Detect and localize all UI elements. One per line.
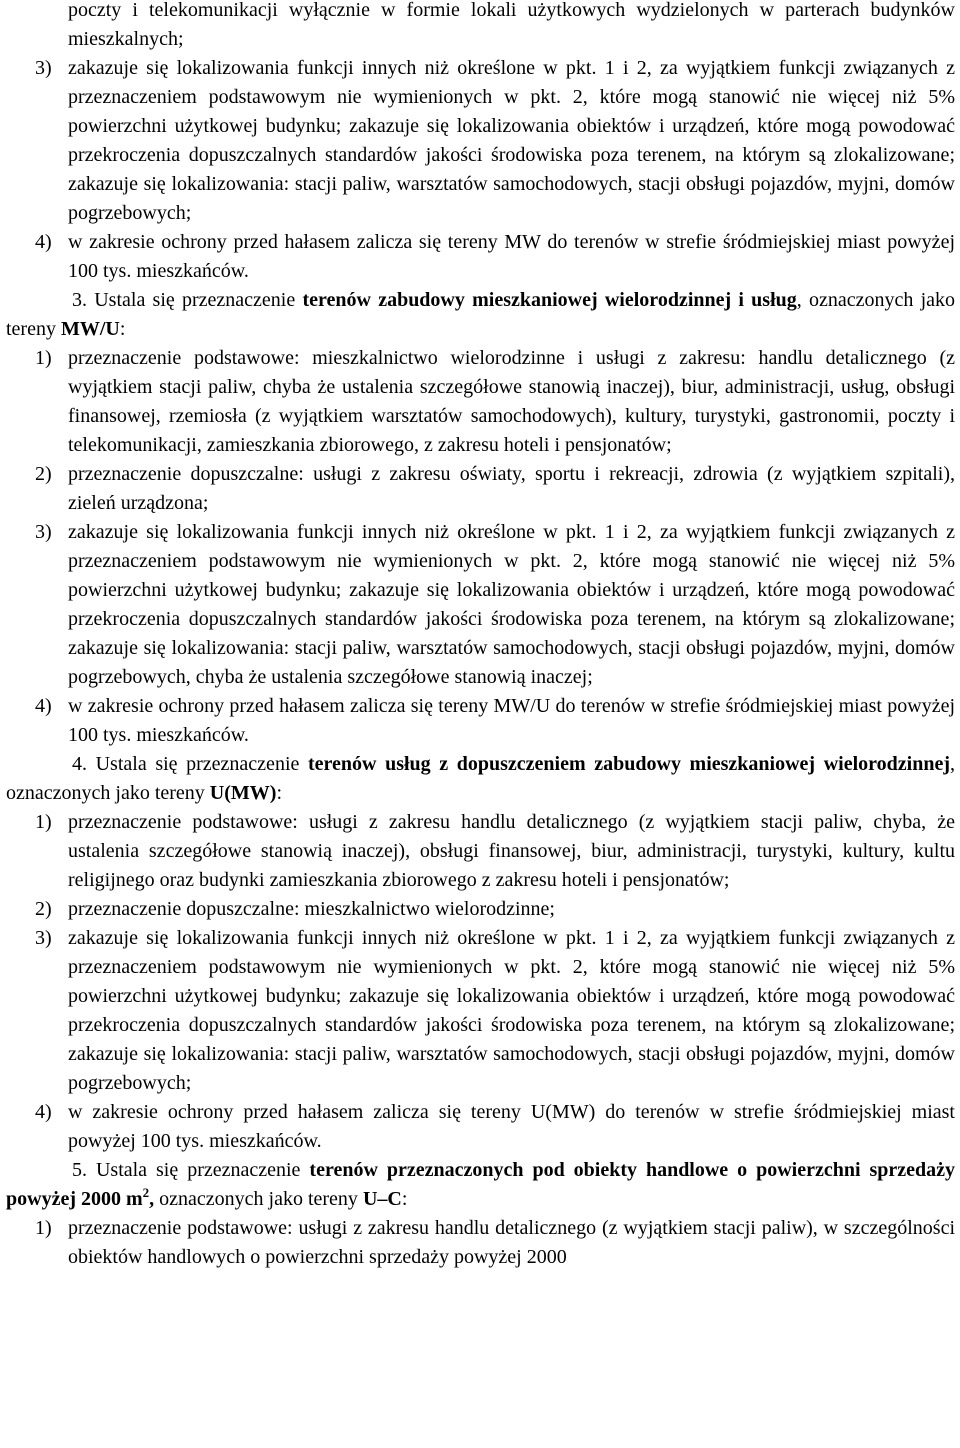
section-3-heading <box>6 286 955 344</box>
section-code: MW/U <box>60 318 120 340</box>
section-code: U–C <box>362 1188 402 1210</box>
item-text: zakazuje się lokalizowania funkcji innych niż określone w pkt. 1 i 2, za wyjątkiem funkcji związanych z przeznaczeniem podstawowym nie wymienionych w pkt. 2, które mogą stanowić nie więcej niż 5% powierzchni użytkowej budynku; zakazuje się lokalizowania obiektów i urządzeń, które mogą powodować przekroczenia dopuszczalnych standardów jakości środowiska poza terenem, na którym są zlokalizowane; zakazuje się lokalizowania: stacji paliw, warsztatów samochodowych, stacji obsługi pojazdów, myjni, domów pogrzebowych, chyba że ustalenia szczegółowe stanowią inaczej; <box>68 521 955 688</box>
item-number: 3) <box>35 927 52 949</box>
item-text: w zakresie ochrony przed hałasem zalicza się tereny U(MW) do terenów w strefie śródmiejskiej miast powyżej 100 tys. mieszkańców. <box>68 1101 955 1152</box>
list-item <box>6 1098 955 1156</box>
section-number: 5. <box>72 1159 87 1181</box>
list-item <box>6 228 955 286</box>
item-number: 1) <box>35 1217 52 1239</box>
section-subject: terenów przeznaczonych pod obiekty handlowe o powierzchni sprzedaży powyżej 2000 m <box>6 1159 956 1210</box>
item-text: w zakresie ochrony przed hałasem zalicza się tereny MW do terenów w strefie śródmiejskiej miast powyżej 100 tys. mieszkańców. <box>68 231 955 282</box>
list-item <box>6 692 955 750</box>
section-code: U(MW) <box>209 782 277 804</box>
section-subject: terenów zabudowy mieszkaniowej wielorodzinnej i usług <box>302 289 797 311</box>
section-5-heading <box>6 1156 955 1214</box>
item-text: przeznaczenie podstawowe: usługi z zakresu handlu detalicznego (z wyjątkiem stacji paliw, chyba, że ustalenia szczegółowe stanowią inaczej), obsługi finansowej, biur, administracji, turystyki, kultury, kultu religijnego oraz budynki zamieszkania zbiorowego z zakresu hoteli i pensjonatów; <box>68 811 955 891</box>
section-subject-end: , <box>149 1188 155 1210</box>
item-number: 3) <box>35 57 52 79</box>
superscript: 2 <box>142 1185 150 1200</box>
list-item <box>6 895 955 924</box>
item-number: 4) <box>35 695 52 717</box>
item-text: zakazuje się lokalizowania funkcji innych niż określone w pkt. 1 i 2, za wyjątkiem funkcji związanych z przeznaczeniem podstawowym nie wymienionych w pkt. 2, które mogą stanowić nie więcej niż 5% powierzchni użytkowej budynku; zakazuje się lokalizowania obiektów i urządzeń, które mogą powodować przekroczenia dopuszczalnych standardów jakości środowiska poza terenem, na którym są zlokalizowane; zakazuje się lokalizowania: stacji paliw, warsztatów samochodowych, stacji obsługi pojazdów, myjni, domów pogrzebowych; <box>68 57 955 224</box>
item-number: 1) <box>35 811 52 833</box>
list-item <box>6 924 955 1098</box>
list-item <box>6 518 955 692</box>
item-number: 1) <box>35 347 52 369</box>
item-text: przeznaczenie dopuszczalne: usługi z zakresu oświaty, sportu i rekreacji, zdrowia (z wyjątkiem szpitali), zieleń urządzona; <box>68 463 955 514</box>
item-text: przeznaczenie podstawowe: mieszkalnictwo wielorodzinne i usługi z zakresu: handlu detalicznego (z wyjątkiem stacji paliw, chyba że ustalenia szczegółowe stanowią inaczej), biur, administracji, usług, obsługi finansowej, rzemiosła (z wyjątkiem warsztatów samochodowych), kultury, turystyki, gastronomii, poczty i telekomunikacji, zamieszkania zbiorowego, z zakresu hoteli i pensjonatów; <box>68 347 955 456</box>
section-lead: Ustala się przeznaczenie <box>95 753 300 775</box>
section-number: 3. <box>72 289 87 311</box>
item-text: zakazuje się lokalizowania funkcji innych niż określone w pkt. 1 i 2, za wyjątkiem funkcji związanych z przeznaczeniem podstawowym nie wymienionych w pkt. 2, które mogą stanowić nie więcej niż 5% powierzchni użytkowej budynku; zakazuje się lokalizowania obiektów i urządzeń, które mogą powodować przekroczenia dopuszczalnych standardów jakości środowiska poza terenem, na którym są zlokalizowane; zakazuje się lokalizowania: stacji paliw, warsztatów samochodowych, stacji obsługi pojazdów, myjni, domów pogrzebowych; <box>68 927 955 1094</box>
list-item <box>6 1214 955 1272</box>
list-item <box>6 808 955 895</box>
item-number: 4) <box>35 1101 52 1123</box>
section-subject: terenów usług z dopuszczeniem zabudowy mieszkaniowej wielorodzinnej <box>307 753 950 775</box>
section-number: 4. <box>72 753 87 775</box>
continuation-text: poczty i telekomunikacji wyłącznie w formie lokali użytkowych wydzielonych w parterach budynków mieszkalnych; <box>68 0 955 50</box>
section-middle: , oznaczonych jako tereny <box>6 753 955 804</box>
section-middle: oznaczonych jako tereny <box>159 1188 358 1210</box>
list-item <box>6 344 955 460</box>
item-number: 2) <box>35 898 52 920</box>
list-item <box>6 460 955 518</box>
section-lead: Ustala się przeznaczenie <box>95 1159 301 1181</box>
item-text: przeznaczenie dopuszczalne: mieszkalnictwo wielorodzinne; <box>68 898 555 920</box>
item-text: przeznaczenie podstawowe: usługi z zakresu handlu detalicznego (z wyjątkiem stacji paliw), w szczególności obiektów handlowych o powierzchni sprzedaży powyżej 2000 <box>68 1217 955 1268</box>
section-4-heading <box>6 750 955 808</box>
section-end: : <box>276 782 282 804</box>
section-end: : <box>119 318 126 340</box>
section-end: : <box>401 1188 408 1210</box>
item-text: w zakresie ochrony przed hałasem zalicza się tereny MW/U do terenów w strefie śródmiejskiej miast powyżej 100 tys. mieszkańców. <box>68 695 955 746</box>
section-middle: , oznaczonych jako tereny <box>6 289 956 340</box>
list-item <box>6 54 955 228</box>
item-number: 2) <box>35 463 52 485</box>
item-number: 3) <box>35 521 52 543</box>
section-lead: Ustala się przeznaczenie <box>94 289 296 311</box>
document-page <box>6 0 955 1272</box>
item-number: 4) <box>35 231 52 253</box>
